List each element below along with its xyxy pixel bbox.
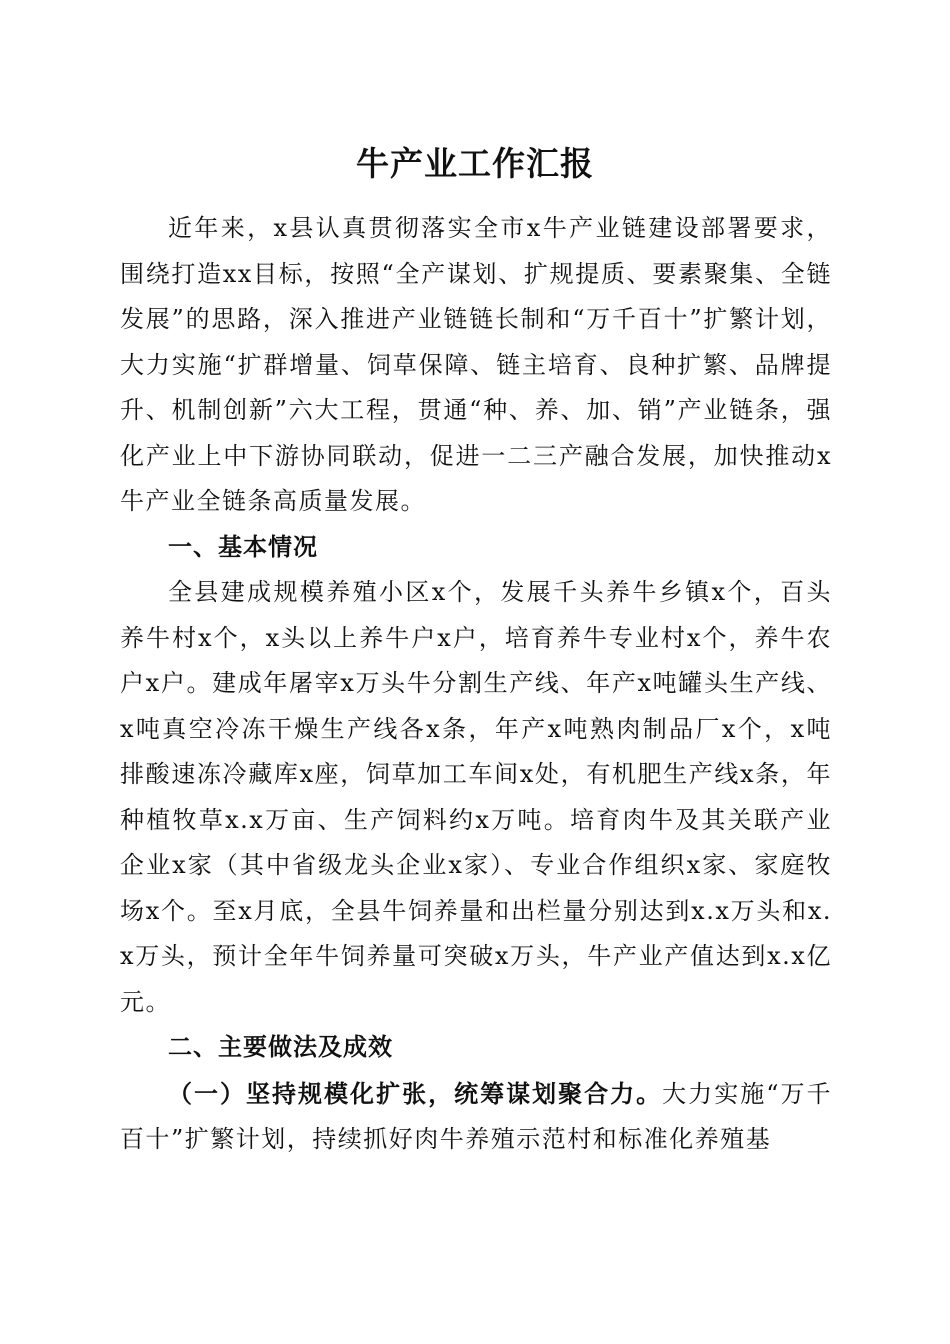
document-title: 牛产业工作汇报 xyxy=(356,144,594,183)
basic-situation-paragraph: 全县建成规模养殖小区x个，发展千头养牛乡镇x个，百头养牛村x个，x头以上养牛户x户，培育养牛专业村x个，养牛农户x户。建成年屠宰x万头牛分割生产线、年产x吨罐头生产线、x吨真空冷冻干燥生产线各x条，年产x吨熟肉制品厂x个，x吨排酸速冻冷藏库x座，饲草加工车间x处，有机肥生产线x条，年种植牧草x.x万亩、生产饲料约x万吨。培育肉牛及其关联产业企业x家（其中省级龙头企业x家）、专业合作组织x家、家庭牧场x个。至x月底，全县牛饲养量和出栏量分别达到x.x万头和x.x万头，预计全年牛饲养量可突破x万头，牛产业产值达到x.x亿元。 xyxy=(120,578,832,1016)
subsection-title-scale-expansion: （一）坚持规模化扩张，统筹谋划聚合力。 xyxy=(168,1078,663,1108)
section-heading-basic-situation: 一、基本情况 xyxy=(168,532,318,561)
section-heading-main-practices: 二、主要做法及成效 xyxy=(168,1033,393,1061)
intro-paragraph: 近年来，x县认真贯彻落实全市x牛产业链建设部署要求，围绕打造xx目标，按照“全产谋划、扩规提质、要素聚集、全链发展”的思路，深入推进产业链链长制和“万千百十”扩繁计划，大力实施“扩群增量、饲草保障、链主培育、良种扩繁、品牌提升、机制创新”六大工程，贯通“种、养、加、销”产业链条，强化产业上中下游协同联动，促进一二三产融合发展，加快推动x牛产业全链条高质量发展。 xyxy=(120,214,832,515)
practices-paragraph xyxy=(120,1071,832,1163)
subsection-text-scale-expansion: 大力实施“万千百十”扩繁计划，持续抓好肉牛养殖示范村和标准化养殖基 xyxy=(120,1079,832,1153)
document-body xyxy=(120,206,832,1163)
